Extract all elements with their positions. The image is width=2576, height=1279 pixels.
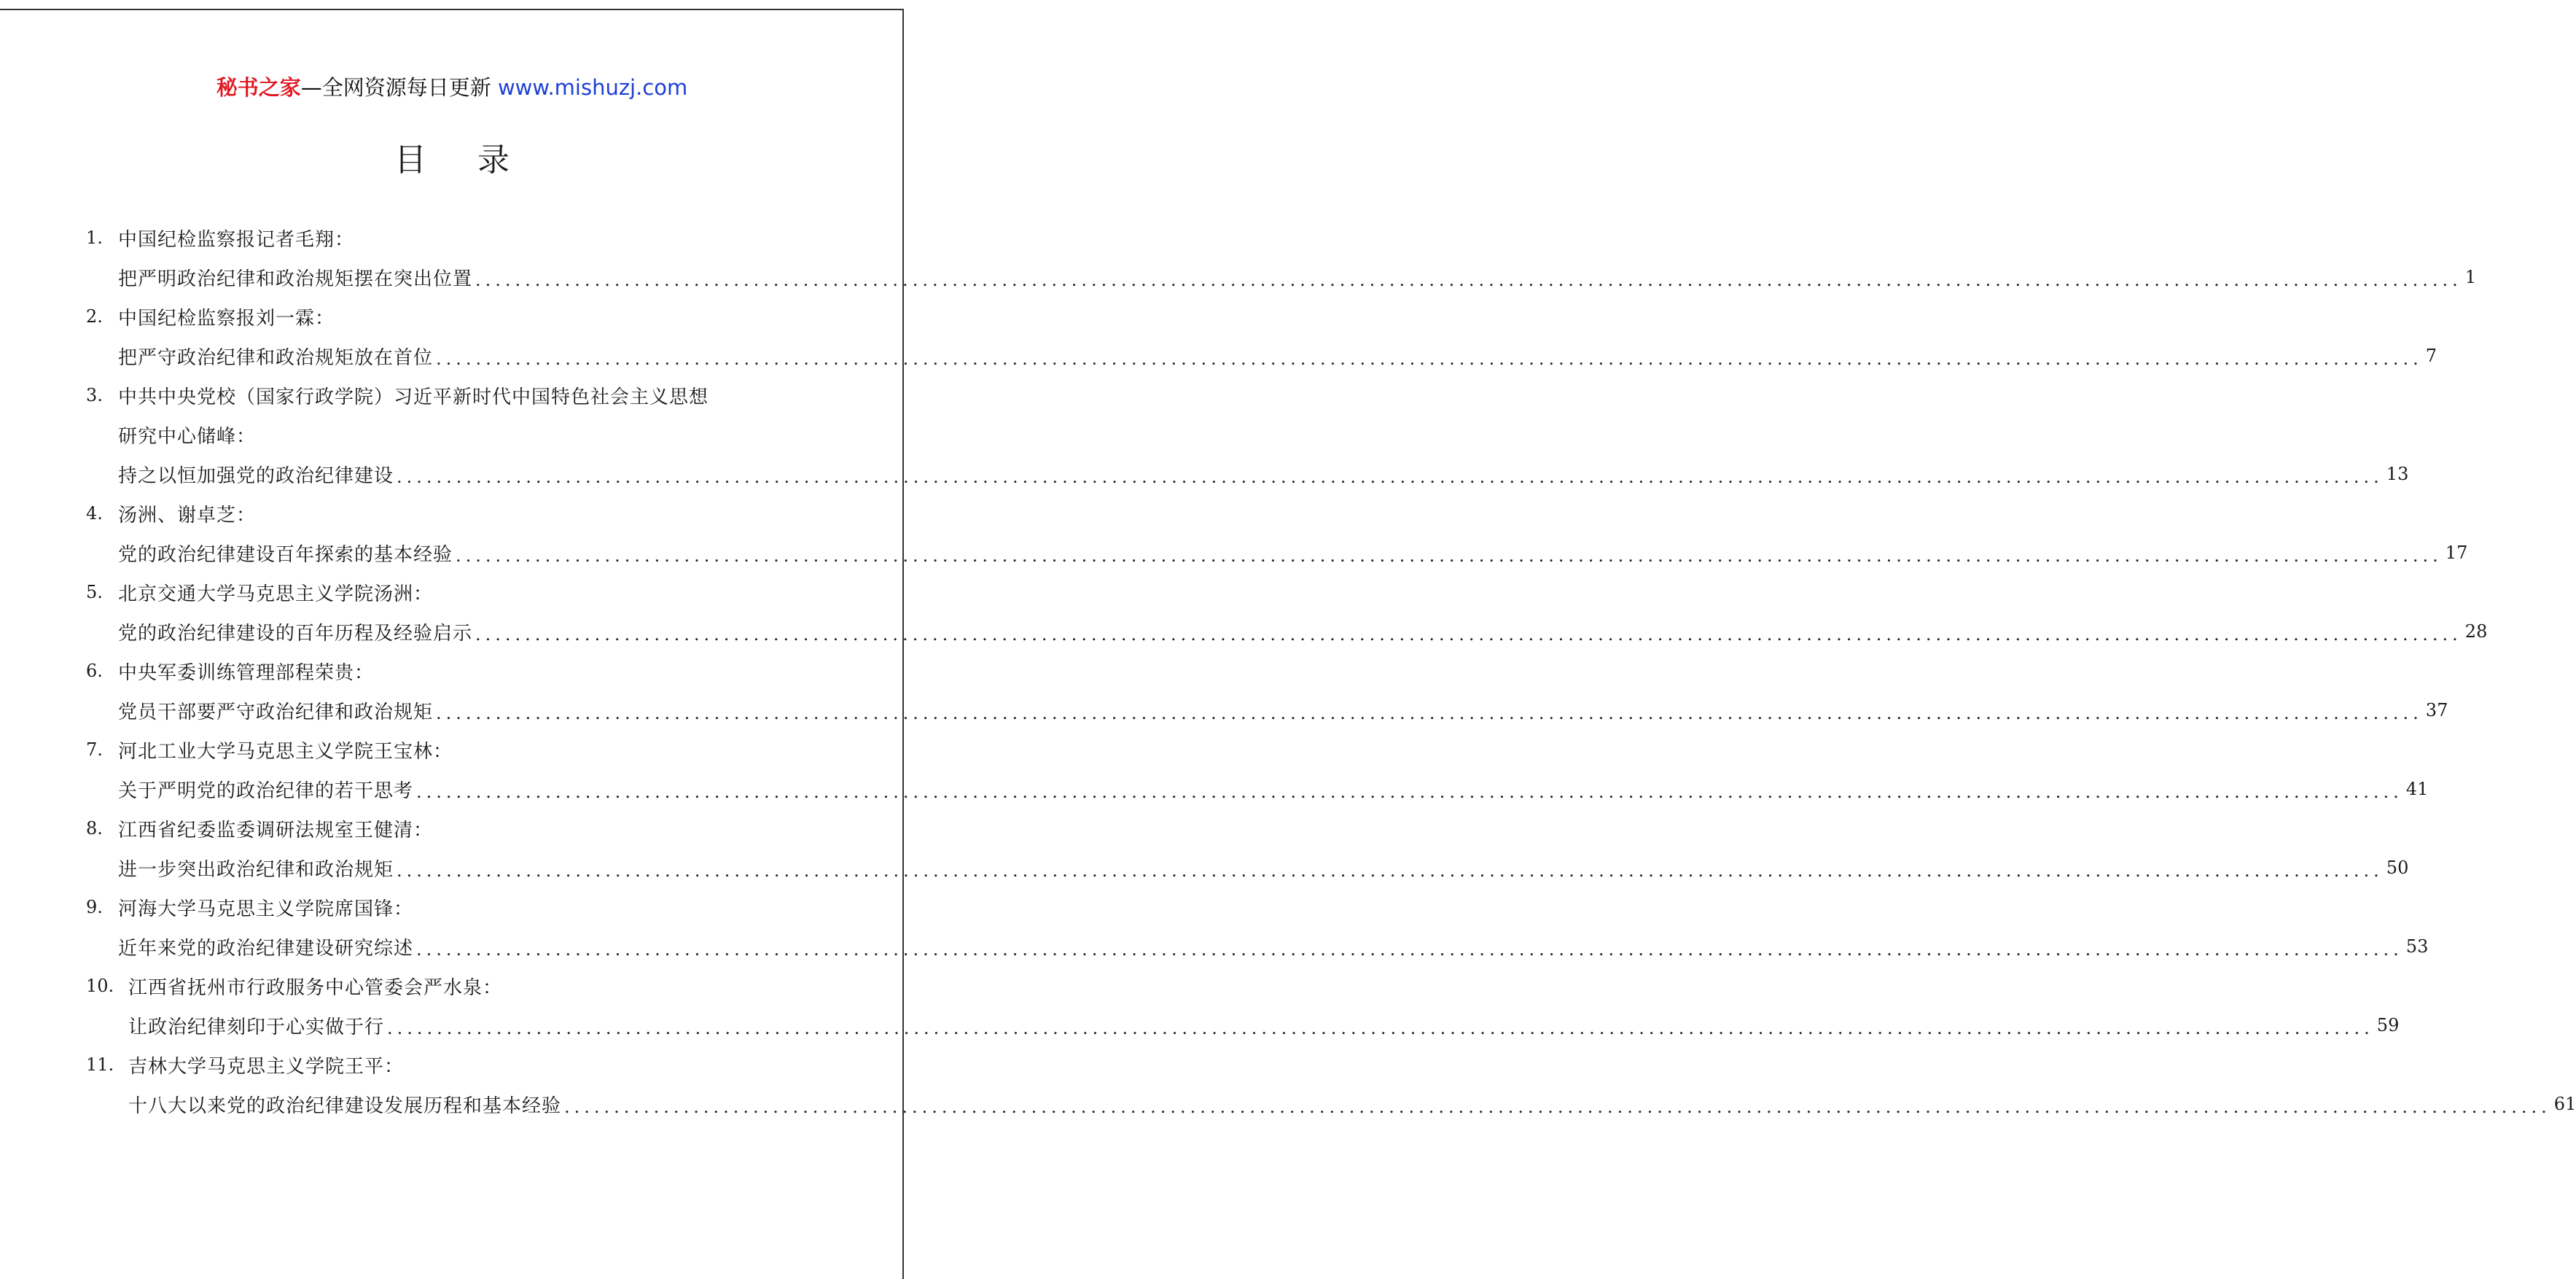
toc-entry-heading[interactable]: 近年来党的政治纪律建设研究综述 — [118, 937, 414, 960]
toc-entry-number: 10. — [86, 976, 114, 996]
toc-entry-heading-line[interactable] — [86, 1084, 2576, 1124]
toc-entry-page-number[interactable]: 7 — [2425, 346, 2438, 366]
toc-entry-page-number[interactable]: 61 — [2553, 1094, 2576, 1114]
toc-entry-number: 8. — [86, 818, 103, 839]
toc-entry-number: 5. — [86, 582, 103, 602]
toc-entry-number: 2. — [86, 306, 103, 327]
toc-entry-author-line — [86, 376, 819, 415]
toc-entry-author: 河北工业大学马克思主义学院王宝林： — [118, 740, 453, 763]
toc-entry-author: 中国纪检监察报记者毛翔： — [118, 228, 355, 251]
toc-entry-heading-line[interactable] — [86, 691, 2448, 730]
toc-entry-heading[interactable]: 关于严明党的政治纪律的若干思考 — [118, 780, 414, 802]
leader-dots: ........................................................................................................................................................................................................ — [416, 939, 2403, 960]
toc-entry-page-number[interactable]: 1 — [2464, 267, 2477, 287]
toc-entry-heading-line[interactable] — [86, 533, 2468, 572]
leader-dots: ........................................................................................................................................................................................................ — [436, 703, 2423, 723]
toc-entry-author: 中共中央党校（国家行政学院）习近平新时代中国特色社会主义思想 — [118, 386, 709, 408]
toc-entry-page-number[interactable]: 37 — [2425, 700, 2448, 720]
toc-entry-number: 9. — [86, 897, 103, 917]
toc-entry-author-line — [86, 494, 819, 533]
brand-name: 秘书之家 — [216, 75, 301, 100]
toc-entry-author: 吉林大学马克思主义学院王平： — [128, 1055, 405, 1078]
toc-entry-author-line — [86, 1045, 819, 1084]
toc-entry-author-line — [86, 218, 819, 257]
header-tagline: —全网资源每日更新 — [300, 75, 498, 100]
toc-entry-heading[interactable]: 党的政治纪律建设百年探索的基本经验 — [118, 543, 453, 566]
toc-entry-heading[interactable]: 进一步突出政治纪律和政治规矩 — [118, 858, 394, 881]
leader-dots: ........................................................................................................................................................................................................ — [475, 270, 2462, 290]
toc-entry-author-line — [86, 809, 819, 848]
toc-entry-author-line — [86, 651, 819, 691]
toc-entry-author: 汤洲、谢卓芝： — [118, 504, 257, 526]
toc-entry-number: 7. — [86, 739, 103, 760]
leader-dots: ........................................................................................................................................................................................................ — [397, 860, 2384, 881]
leader-dots: ........................................................................................................................................................................................................ — [387, 1018, 2374, 1038]
toc-entry-heading-line[interactable] — [86, 612, 2488, 651]
toc-entry-heading[interactable]: 党的政治纪律建设的百年历程及经验启示 — [118, 622, 473, 645]
site-header — [0, 73, 904, 102]
toc-entry-author: 中国纪检监察报刘一霖： — [118, 307, 335, 330]
toc-entry-heading-line[interactable] — [86, 769, 2429, 809]
toc-entry-heading-line[interactable] — [86, 1006, 2400, 1045]
page-title: 目 录 — [394, 141, 530, 179]
toc-entry-heading-line[interactable] — [86, 454, 2409, 494]
toc-entry-page-number[interactable]: 41 — [2405, 779, 2429, 799]
toc-entry-author-continued: 研究中心储峰： — [118, 425, 257, 448]
toc-entry-heading[interactable]: 持之以恒加强党的政治纪律建设 — [118, 464, 394, 487]
toc-entry-page-number[interactable]: 50 — [2386, 858, 2409, 878]
toc-entry-heading[interactable]: 把严守政治纪律和政治规矩放在首位 — [118, 346, 434, 369]
toc-entry-author-line — [86, 887, 819, 927]
toc-entry-heading-line[interactable] — [86, 927, 2429, 966]
toc-entry-author-line — [86, 966, 819, 1006]
toc-entry-heading[interactable]: 党员干部要严守政治纪律和政治规矩 — [118, 701, 434, 723]
toc-entry-page-number[interactable]: 13 — [2386, 464, 2409, 484]
leader-dots: ........................................................................................................................................................................................................ — [564, 1097, 2551, 1117]
toc-entry-heading-line[interactable] — [86, 848, 2409, 887]
top-border-line — [0, 9, 904, 10]
toc-entry-author-line — [86, 297, 819, 336]
toc-entry-number: 3. — [86, 385, 103, 405]
toc-entry-number: 1. — [86, 228, 103, 248]
toc-entry-heading[interactable]: 把严明政治纪律和政治规矩摆在突出位置 — [118, 268, 473, 290]
toc-entry-page-number[interactable]: 17 — [2445, 543, 2468, 563]
leader-dots: ........................................................................................................................................................................................................ — [436, 349, 2423, 369]
toc-entry-heading-line[interactable] — [86, 257, 2477, 297]
toc-entry-page-number[interactable]: 28 — [2464, 621, 2488, 642]
leader-dots: ........................................................................................................................................................................................................ — [475, 624, 2462, 645]
toc-entry-page-number[interactable]: 59 — [2376, 1015, 2400, 1035]
leader-dots: ........................................................................................................................................................................................................ — [416, 782, 2403, 802]
header-url-link[interactable]: www.mishuzj.com — [497, 75, 688, 100]
toc-entry-author-line — [86, 730, 819, 769]
toc-entry-heading-line[interactable] — [86, 336, 2438, 376]
toc-entry-author: 江西省抚州市行政服务中心管委会严水泉： — [128, 976, 503, 999]
toc-entry-author-line — [86, 572, 819, 612]
toc-entry-number: 4. — [86, 503, 103, 524]
toc-entry-continuation-line — [86, 415, 819, 454]
table-of-contents — [86, 218, 2576, 1124]
toc-entry-number: 6. — [86, 661, 103, 681]
toc-entry-page-number[interactable]: 53 — [2405, 936, 2429, 957]
leader-dots: ........................................................................................................................................................................................................ — [397, 467, 2384, 487]
toc-entry-author: 北京交通大学马克思主义学院汤洲： — [118, 583, 434, 605]
toc-entry-heading[interactable]: 让政治纪律刻印于心实做于行 — [128, 1016, 385, 1038]
toc-entry-number: 11. — [86, 1054, 114, 1075]
toc-entry-author: 河海大学马克思主义学院席国锋： — [118, 898, 414, 920]
leader-dots: ........................................................................................................................................................................................................ — [456, 545, 2443, 566]
toc-entry-heading[interactable]: 十八大以来党的政治纪律建设发展历程和基本经验 — [128, 1095, 562, 1117]
toc-entry-author: 江西省纪委监委调研法规室王健清： — [118, 819, 434, 841]
toc-entry-author: 中央军委训练管理部程荣贵： — [118, 661, 375, 684]
